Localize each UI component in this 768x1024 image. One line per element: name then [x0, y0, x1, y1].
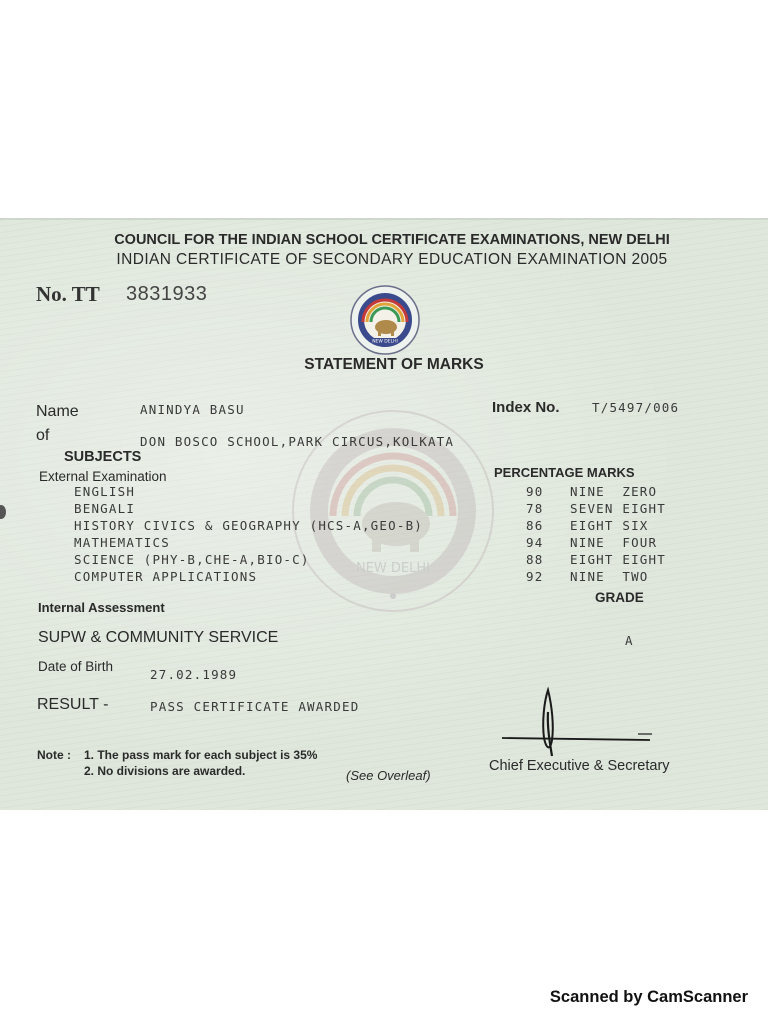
- emblem-caption: NEW DELHI: [372, 339, 398, 345]
- table-row: [0, 501, 768, 518]
- index-number: T/5497/006: [592, 400, 680, 415]
- internal-assessment-label: Internal Assessment: [38, 600, 165, 615]
- signature-icon: [500, 682, 660, 762]
- table-row: [0, 535, 768, 552]
- table-row: [0, 569, 768, 586]
- percentage-marks-label: PERCENTAGE MARKS: [494, 465, 635, 480]
- subject-marks: 86: [526, 518, 544, 533]
- school-name: DON BOSCO SCHOOL,PARK CIRCUS,KOLKATA: [140, 434, 455, 449]
- scanner-watermark: Scanned by CamScanner: [549, 988, 748, 1006]
- examination-header: INDIAN CERTIFICATE OF SECONDARY EDUCATION EXAMINATION 2005: [116, 251, 668, 268]
- watermark-caption: NEW DELHI: [355, 561, 431, 576]
- table-row: [0, 552, 768, 569]
- subjects-label: SUBJECTS: [64, 449, 142, 465]
- subject-marks: 94: [526, 535, 544, 550]
- subject-marks-words: NINE ZERO: [570, 484, 658, 499]
- subject-marks: 78: [526, 501, 544, 516]
- subjects-table: [0, 484, 768, 586]
- subject-marks-words: EIGHT EIGHT: [570, 552, 666, 567]
- candidate-name: ANINDYA BASU: [140, 402, 245, 417]
- see-overleaf: (See Overleaf): [346, 768, 431, 783]
- certificate-number-label: No. TT: [36, 282, 100, 306]
- note-divisions: 2. No divisions are awarded.: [84, 764, 246, 778]
- note-label: Note :: [37, 748, 71, 762]
- of-label: of: [36, 427, 50, 444]
- subject-marks-words: NINE TWO: [570, 569, 649, 584]
- external-examination-label: External Examination: [39, 469, 167, 484]
- subject-marks: 90: [526, 484, 544, 499]
- subject-marks-words: NINE FOUR: [570, 535, 658, 550]
- table-row: [0, 518, 768, 535]
- name-label: Name: [36, 403, 79, 420]
- result-value: PASS CERTIFICATE AWARDED: [150, 699, 360, 714]
- certificate-number: 3831933: [126, 283, 208, 305]
- grade-label: GRADE: [595, 590, 644, 605]
- supw-label: SUPW & COMMUNITY SERVICE: [38, 629, 279, 646]
- subject-marks: 92: [526, 569, 544, 584]
- subject-name: HISTORY CIVICS & GEOGRAPHY (HCS-A,GEO-B): [74, 518, 424, 533]
- subject-marks: 88: [526, 552, 544, 567]
- table-row: [0, 484, 768, 501]
- subject-marks-words: EIGHT SIX: [570, 518, 649, 533]
- subject-name: SCIENCE (PHY-B,CHE-A,BIO-C): [74, 552, 310, 567]
- council-emblem-icon: [349, 284, 421, 356]
- note-pass-mark: 1. The pass mark for each subject is 35%: [84, 748, 318, 762]
- dob-label: Date of Birth: [38, 659, 114, 674]
- result-label: RESULT -: [37, 696, 109, 713]
- subject-name: ENGLISH: [74, 484, 136, 499]
- statement-title: STATEMENT OF MARKS: [304, 356, 484, 373]
- subject-marks-words: SEVEN EIGHT: [570, 501, 666, 516]
- council-header: COUNCIL FOR THE INDIAN SCHOOL CERTIFICATE EXAMINATIONS, NEW DELHI: [114, 232, 670, 248]
- subject-name: MATHEMATICS: [74, 535, 170, 550]
- index-label: Index No.: [492, 399, 560, 416]
- date-of-birth: 27.02.1989: [150, 667, 238, 682]
- supw-grade: A: [625, 633, 634, 648]
- signatory-title: Chief Executive & Secretary: [489, 758, 670, 774]
- subject-name: BENGALI: [74, 501, 136, 516]
- subject-name: COMPUTER APPLICATIONS: [74, 569, 258, 584]
- marks-certificate: [0, 218, 768, 810]
